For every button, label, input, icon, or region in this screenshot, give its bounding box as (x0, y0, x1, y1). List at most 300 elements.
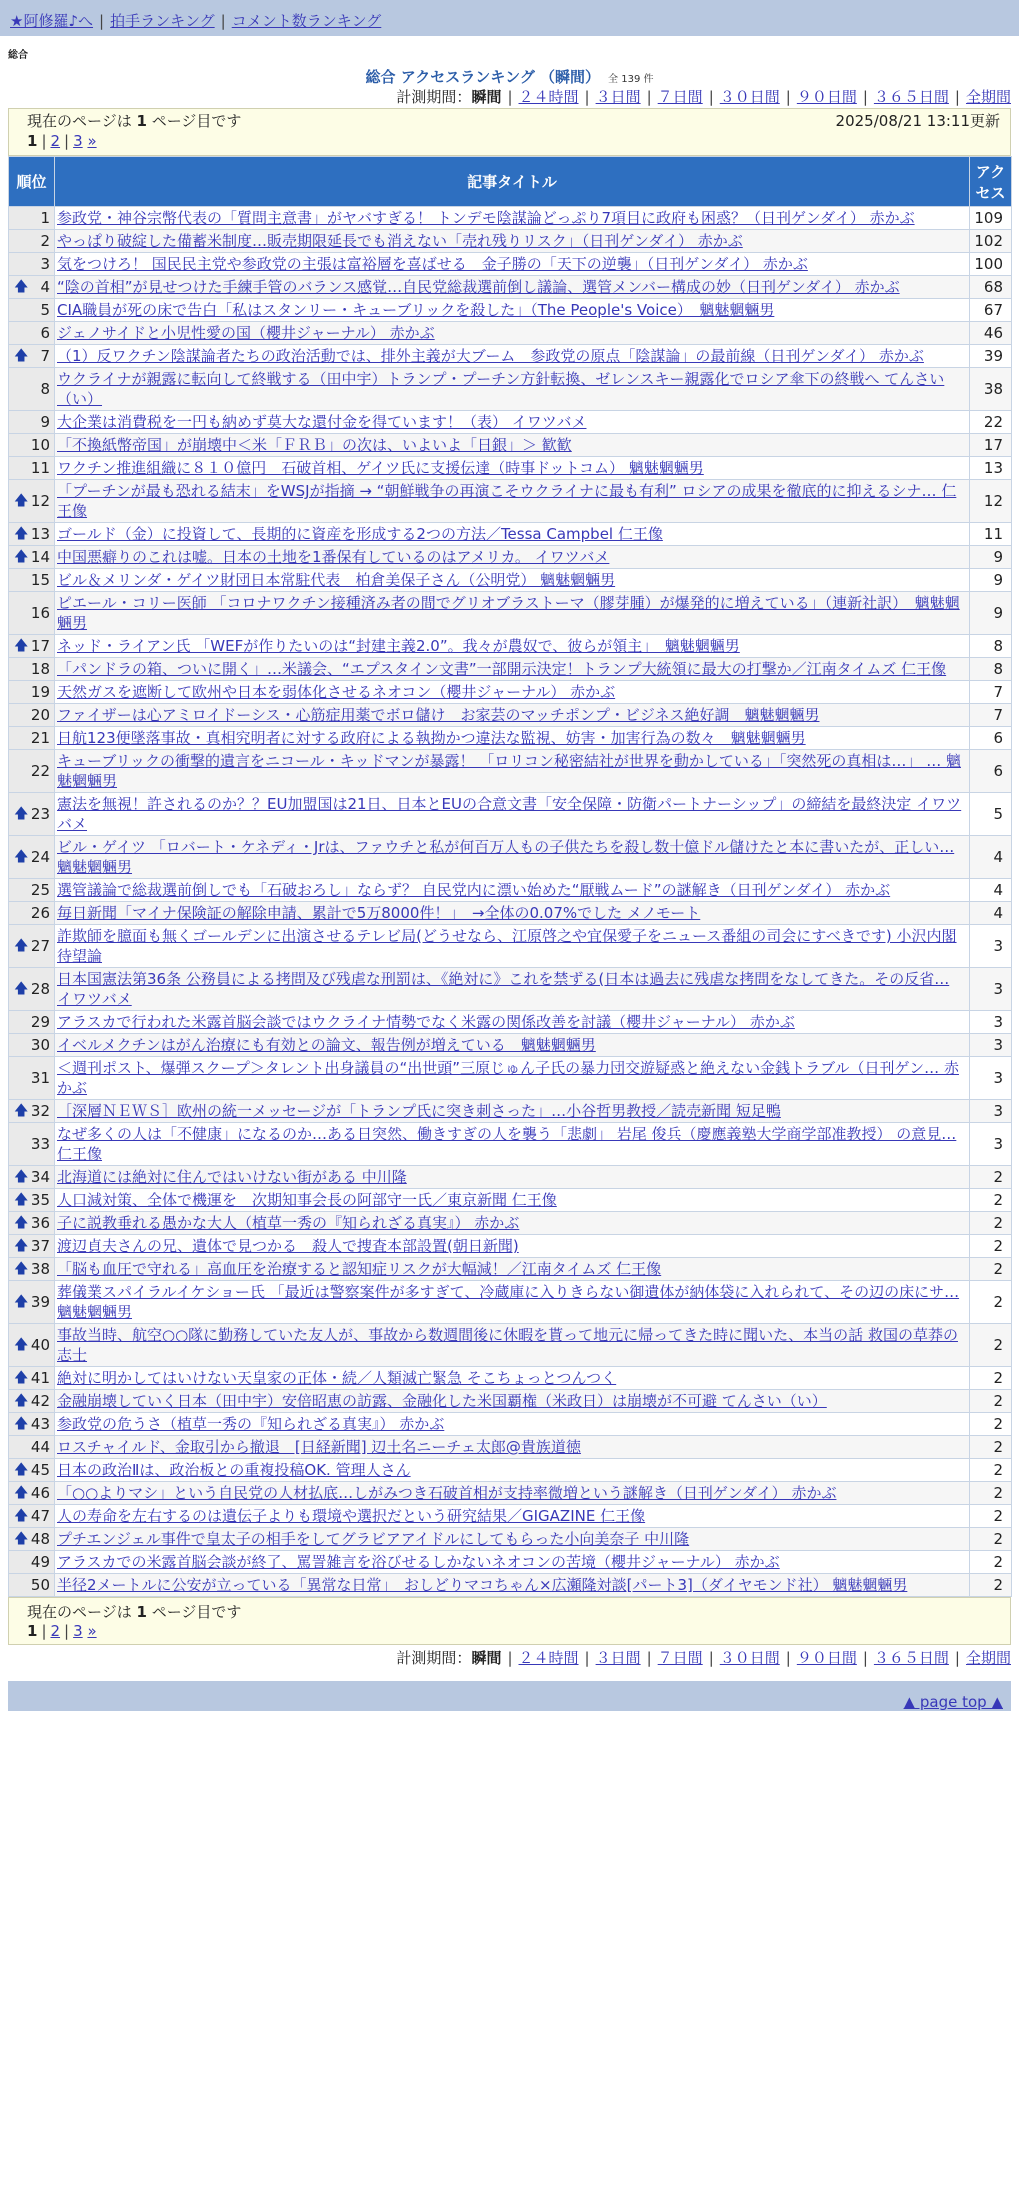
rank-cell (9, 1034, 55, 1057)
table-row (9, 925, 1012, 968)
period-selector-bottom (0, 1647, 1019, 1669)
pager-separator: | (64, 1622, 70, 1640)
period-option-2[interactable]: ３日間 (595, 1649, 641, 1667)
page-link-3[interactable]: 3 (73, 1622, 83, 1640)
access-count: 6 (970, 750, 1012, 793)
rank-cell (9, 635, 55, 658)
access-count: 8 (970, 635, 1012, 658)
access-count: 2 (970, 1390, 1012, 1413)
article-link[interactable]: 日本国憲法第36条 公務員による拷問及び残虐な刑罰は、《絶対に》これを禁ずる(日本は過去に残虐な拷問をなしてきた。その反省… イワツバメ (57, 970, 950, 1008)
title-cell (55, 1057, 970, 1100)
rank-cell (9, 207, 55, 230)
access-count: 68 (970, 276, 1012, 299)
article-link[interactable]: 詐欺師を臆面も無くゴールデンに出演させるテレビ局(どうせなら、江原啓之や宜保愛子をニュース番組の司会にすべきです) 小沢内閣待望論 (57, 927, 957, 965)
article-link[interactable]: 「○○よりマシ」という自民党の人材払底…しがみつき石破首相が支持率微増という謎解き（日刊ゲンダイ） 赤かぶ (57, 1484, 837, 1502)
col-title-header: 記事タイトル (55, 157, 970, 207)
rank-number: 7 (40, 347, 50, 365)
up-arrow-icon: 🡅 (14, 493, 29, 509)
table-row (9, 635, 1012, 658)
access-count: 3 (970, 1057, 1012, 1100)
article-link[interactable]: 選管議論で総裁選前倒しでも「石破おろし」ならず？ 自民党内に漂い始めた“厭戦ムード”の謎解き（日刊ゲンダイ） 赤かぶ (57, 881, 891, 899)
access-count: 6 (970, 727, 1012, 750)
table-row (9, 1100, 1012, 1123)
rank-cell (9, 276, 55, 299)
article-link[interactable]: ゴールド（金）に投資して、長期的に資産を形成する2つの方法／Tessa Campbel 仁王像 (57, 525, 663, 543)
article-link[interactable]: 中国悪癖りのこれは嘘。日本の土地を1番保有しているのはアメリカ。 イワツバメ (57, 548, 610, 566)
title-cell (55, 480, 970, 523)
article-link[interactable]: 気をつけろ！ 国民民主党や参政党の主張は富裕層を喜ばせる 金子勝の「天下の逆襲」（日刊ゲンダイ） 赤かぶ (57, 255, 808, 273)
access-count: 3 (970, 1100, 1012, 1123)
title-cell (55, 569, 970, 592)
article-link[interactable]: 憲法を無視！許されるのか？？EU加盟国は21日、日本とEUの合意文書「安全保障・防衛パートナーシップ」の締結を最終決定 イワツバメ (57, 795, 962, 833)
period-label: 計測期間： (396, 1649, 472, 1667)
article-link[interactable]: 大企業は消費税を一円も納めず莫大な還付金を得ています！（表） イワツバメ (57, 413, 587, 431)
rank-number: 46 (30, 1484, 50, 1502)
access-count: 11 (970, 523, 1012, 546)
clap-ranking-link[interactable]: 拍手ランキング (110, 12, 215, 30)
access-count: 9 (970, 592, 1012, 635)
up-arrow-icon: 🡅 (14, 1103, 29, 1119)
table-row (9, 1324, 1012, 1367)
period-separator: | (507, 1649, 513, 1667)
article-link[interactable]: 人の寿命を左右するのは遺伝子よりも環境や選択だという研究結果／GIGAZINE 仁王像 (57, 1507, 646, 1525)
rank-cell (9, 1258, 55, 1281)
title-cell (55, 1505, 970, 1528)
period-option-5[interactable]: ９０日間 (796, 1649, 857, 1667)
article-link[interactable]: ビル＆メリンダ・ゲイツ財団日本常駐代表 柏倉美保子さん（公明党） 魑魅魍魎男 (57, 571, 616, 589)
table-row (9, 968, 1012, 1011)
pagination-bottom (27, 1622, 1000, 1640)
title-cell (55, 276, 970, 299)
rank-number: 23 (30, 805, 50, 823)
article-link[interactable]: なぜ多くの人は「不健康」になるのか…ある日突然、働きすぎの人を襲う「悲劇」 岩尾 俊兵（慶應義塾大学商学部准教授） の意見… 仁王像 (57, 1125, 957, 1163)
table-row (9, 322, 1012, 345)
rank-cell (9, 322, 55, 345)
rank-number: 24 (30, 848, 50, 866)
rank-number: 47 (30, 1507, 50, 1525)
up-arrow-icon: 🡅 (14, 849, 29, 865)
rank-cell (9, 345, 55, 368)
title-cell (55, 1212, 970, 1235)
rank-number: 4 (40, 278, 50, 296)
rank-number: 1 (40, 209, 50, 227)
rank-cell (9, 1482, 55, 1505)
article-link[interactable]: ロスチャイルド、金取引から撤退 [日経新聞] 辺土名ニーチェ太郎@貴族道徳 (57, 1438, 581, 1456)
access-count: 109 (970, 207, 1012, 230)
period-option-5[interactable]: ９０日間 (796, 88, 857, 106)
article-link[interactable]: イベルメクチンはがん治療にも有効との論文、報告例が増えている 魑魅魍魎男 (57, 1036, 596, 1054)
period-separator: | (507, 88, 513, 106)
access-count: 8 (970, 658, 1012, 681)
access-count: 2 (970, 1235, 1012, 1258)
access-count: 9 (970, 546, 1012, 569)
up-arrow-icon: 🡅 (14, 938, 29, 954)
page-info-bottom (8, 1597, 1011, 1645)
period-option-3[interactable]: ７日間 (657, 1649, 703, 1667)
article-link[interactable]: 葬儀業スパイラルイケショー氏 「最近は警察案件が多すぎて、冷蔵庫に入りきらない御遺体が納体袋に入れられて、その辺の床にサ… 魑魅魍魎男 (57, 1283, 960, 1321)
article-link[interactable]: ファイザーは心アミロイドーシス・心筋症用薬でボロ儲け お家芸のマッチポンプ・ビジネス絶好調 魑魅魍魎男 (57, 706, 820, 724)
period-option-4[interactable]: ３０日間 (719, 1649, 780, 1667)
rank-number: 28 (30, 980, 50, 998)
article-link[interactable]: キューブリックの衝撃的遺言をニコール・キッドマンが暴露！ 「ロリコン秘密結社が世界を動かしている」「突然死の真相は…」 … 魑魅魍魎男 (57, 752, 961, 790)
access-count: 2 (970, 1166, 1012, 1189)
up-arrow-icon: 🡅 (14, 1215, 29, 1231)
article-link[interactable]: 参政党の危うさ（植草一秀の『知られざる真実』） 赤かぶ (57, 1415, 445, 1433)
article-link[interactable]: 「パンドラの箱、ついに開く」…米議会、“エプスタイン文書”一部開示決定！トランプ大統領に最大の打撃か／江南タイムズ 仁王像 (57, 660, 947, 678)
rank-number: 25 (30, 881, 50, 899)
period-separator: | (862, 1649, 868, 1667)
title-cell (55, 1528, 970, 1551)
up-arrow-icon: 🡅 (14, 1462, 29, 1478)
access-count: 17 (970, 434, 1012, 457)
article-link[interactable]: 渡辺貞夫さんの兄、遺体で見つかる 殺人で捜査本部設置(朝日新聞) (57, 1237, 519, 1255)
nav-separator: | (220, 12, 226, 30)
period-current: 瞬間 (471, 1649, 502, 1667)
next-page-link[interactable]: » (87, 132, 97, 150)
article-link[interactable]: ウクライナが親露に転向して終戦する（田中宇）トランプ・プーチン方針転換、ゼレンスキー親露化でロシア傘下の終戦へ てんさい（い） (57, 370, 945, 408)
comment-ranking-link[interactable]: コメント数ランキング (231, 12, 382, 30)
up-arrow-icon: 🡅 (14, 1169, 29, 1185)
table-row (9, 546, 1012, 569)
article-link[interactable]: 日航123便墜落事故・真相究明者に対する政府による執拗かつ違法な監視、妨害・加害行為の数々 魑魅魍魎男 (57, 729, 806, 747)
rank-cell (9, 411, 55, 434)
table-row (9, 592, 1012, 635)
nav-separator: | (99, 12, 105, 30)
rank-number: 38 (30, 1260, 50, 1278)
article-link[interactable]: （1）反ワクチン陰謀論者たちの政治活動では、排外主義が大ブーム 参政党の原点「陰謀論」の最前線（日刊ゲンダイ） 赤かぶ (57, 347, 924, 365)
article-link[interactable]: プチエンジェル事件で皇太子の相手をしてグラビアアイドルにしてもらった小向美奈子 中川隆 (57, 1530, 690, 1548)
rank-cell (9, 704, 55, 727)
article-link[interactable]: 「脳も血圧で守れる」高血圧を治療すると認知症リスクが大幅減！／江南タイムズ 仁王像 (57, 1260, 662, 1278)
rank-cell (9, 1413, 55, 1436)
table-row (9, 1189, 1012, 1212)
rank-number: 12 (30, 492, 50, 510)
access-count: 3 (970, 1011, 1012, 1034)
table-row (9, 345, 1012, 368)
title-cell (55, 1189, 970, 1212)
access-count: 100 (970, 253, 1012, 276)
period-option-4[interactable]: ３０日間 (719, 88, 780, 106)
title-cell (55, 434, 970, 457)
article-link[interactable]: ＜週刊ポスト、爆弾スクープ＞タレント出身議員の“出世頭”三原じゅん子氏の暴力団交遊疑惑と絶えない金銭トラブル（日刊ゲン… 赤かぶ (57, 1059, 959, 1097)
article-link[interactable]: 参政党・神谷宗幣代表の「質問主意書」がヤバすぎる！ トンデモ陰謀論どっぷり7項目に政府も困惑？（日刊ゲンダイ） 赤かぶ (57, 209, 915, 227)
rank-cell (9, 1189, 55, 1212)
table-row (9, 523, 1012, 546)
table-row (9, 1281, 1012, 1324)
article-link[interactable]: 子に説教垂れる愚かな大人（植草一秀の『知られざる真実』） 赤かぶ (57, 1214, 520, 1232)
table-row (9, 1390, 1012, 1413)
table-row (9, 1551, 1012, 1574)
access-count: 2 (970, 1436, 1012, 1459)
rank-cell (9, 457, 55, 480)
title-cell (55, 968, 970, 1011)
rank-cell (9, 592, 55, 635)
title-cell (55, 411, 970, 434)
rank-number: 35 (30, 1191, 50, 1209)
period-separator: | (708, 88, 714, 106)
title-cell (55, 1011, 970, 1034)
rank-cell (9, 1235, 55, 1258)
access-count: 2 (970, 1367, 1012, 1390)
article-link[interactable]: 北海道には絶対に住んではいけない街がある 中川隆 (57, 1168, 407, 1186)
pager-separator: | (41, 1622, 47, 1640)
rank-cell (9, 434, 55, 457)
rank-cell (9, 1367, 55, 1390)
next-page-link[interactable]: » (87, 1622, 97, 1640)
rank-number: 17 (30, 637, 50, 655)
rank-cell (9, 1100, 55, 1123)
title-cell (55, 925, 970, 968)
current-page-number: 1 (27, 132, 38, 150)
title-cell (55, 879, 970, 902)
article-link[interactable]: 「プーチンが最も恐れる結末」をWSJが指摘 → “朝鮮戦争の再演こそウクライナに最も有利” ロシアの成果を徹底的に抑えるシナ… 仁王像 (57, 482, 957, 520)
title-cell (55, 635, 970, 658)
title-cell (55, 1390, 970, 1413)
article-link[interactable]: 日本の政治Ⅱは、政治板との重複投稿OK. 管理人さん (57, 1461, 411, 1479)
article-link[interactable]: 絶対に明かしてはいけない天皇家の正体・続／人類滅亡緊急 そこちょっとつんつく (57, 1369, 617, 1387)
table-row (9, 299, 1012, 322)
rank-number: 26 (30, 904, 50, 922)
table-row (9, 727, 1012, 750)
access-count: 2 (970, 1482, 1012, 1505)
rank-number: 31 (30, 1069, 50, 1087)
access-count: 2 (970, 1459, 1012, 1482)
period-option-7[interactable]: 全期間 (965, 1649, 1011, 1667)
title-cell (55, 1551, 970, 1574)
rank-number: 2 (40, 232, 50, 250)
access-count: 2 (970, 1189, 1012, 1212)
table-row (9, 457, 1012, 480)
title-cell (55, 1324, 970, 1367)
article-link[interactable]: 人口減対策、全体で機運を 次期知事会長の阿部守一氏／東京新聞 仁王像 (57, 1191, 557, 1209)
pager-separator: | (64, 132, 70, 150)
period-option-6[interactable]: ３６５日間 (873, 88, 949, 106)
current-page-text: 現在のページは 1 ページ目です (27, 112, 242, 130)
title-cell (55, 1574, 970, 1597)
rank-number: 48 (30, 1530, 50, 1548)
table-row (9, 1034, 1012, 1057)
rank-number: 6 (40, 324, 50, 342)
rank-cell (9, 299, 55, 322)
period-current: 瞬間 (471, 88, 502, 106)
title-cell (55, 793, 970, 836)
title-cell (55, 1235, 970, 1258)
article-link[interactable]: ビル・ゲイツ 「ロバート・ケネディ・Jrは、ファウチと私が何百万人もの子供たちを殺し数十億ドル儲けたと本に書いたが、正しい… 魑魅魍魎男 (57, 838, 955, 876)
up-arrow-icon: 🡅 (14, 1508, 29, 1524)
rank-number: 16 (30, 604, 50, 622)
access-count: 12 (970, 480, 1012, 523)
rank-cell (9, 1123, 55, 1166)
period-option-3[interactable]: ７日間 (657, 88, 703, 106)
access-count: 3 (970, 1123, 1012, 1166)
table-row (9, 1482, 1012, 1505)
up-arrow-icon: 🡅 (14, 279, 29, 295)
updated-timestamp: 2025/08/21 13:11更新 (835, 112, 1000, 130)
article-link[interactable]: ネッド・ライアン氏 「WEFが作りたいのは“封建主義2.0”。我々が農奴で、彼らが領主」 魑魅魍魎男 (57, 637, 740, 655)
article-link[interactable]: CIA職員が死の床で告白「私はスタンリー・キューブリックを殺した」（The People's Voice） 魑魅魍魎男 (57, 301, 775, 319)
page-top-link[interactable]: ▲ page top ▲ (903, 1693, 1003, 1711)
rank-cell (9, 546, 55, 569)
table-row (9, 704, 1012, 727)
article-link[interactable]: 半径2メートルに公安が立っている「異常な日常」 おしどりマコちゃん×広瀬隆対談[パート3]（ダイヤモンド社） 魑魅魍魎男 (57, 1576, 908, 1594)
access-count: 3 (970, 968, 1012, 1011)
up-arrow-icon: 🡅 (14, 526, 29, 542)
article-link[interactable]: やっぱり破綻した備蓄米制度…販売期限延長でも消えない「売れ残りリスク」（日刊ゲンダイ） 赤かぶ (57, 232, 743, 250)
rank-number: 42 (30, 1392, 50, 1410)
title-cell (55, 1413, 970, 1436)
title-cell (55, 836, 970, 879)
access-count: 3 (970, 925, 1012, 968)
rank-cell (9, 1459, 55, 1482)
article-link[interactable]: “陰の首相”が見せつけた手練手管のバランス感覚…自民党総裁選前倒し議論、選管メンバー構成の妙（日刊ゲンダイ） 赤かぶ (57, 278, 900, 296)
col-access-header: アクセス (970, 157, 1012, 207)
table-row (9, 1166, 1012, 1189)
page-info-top (8, 108, 1011, 156)
table-row (9, 230, 1012, 253)
rank-number: 32 (30, 1102, 50, 1120)
access-count: 2 (970, 1281, 1012, 1324)
rank-cell (9, 925, 55, 968)
page-link-3[interactable]: 3 (73, 132, 83, 150)
home-link[interactable]: ★阿修羅♪へ (10, 12, 94, 30)
rank-number: 13 (30, 525, 50, 543)
table-row (9, 1413, 1012, 1436)
rank-number: 39 (30, 1293, 50, 1311)
up-arrow-icon: 🡅 (14, 1337, 29, 1353)
period-separator: | (862, 88, 868, 106)
rank-number: 22 (30, 762, 50, 780)
up-arrow-icon: 🡅 (14, 1261, 29, 1277)
rank-cell (9, 1057, 55, 1100)
rank-cell (9, 253, 55, 276)
table-row (9, 1367, 1012, 1390)
rank-cell (9, 1390, 55, 1413)
rank-number: 27 (30, 937, 50, 955)
period-option-6[interactable]: ３６５日間 (873, 1649, 949, 1667)
rank-number: 19 (30, 683, 50, 701)
current-page-text: 現在のページは 1 ページ目です (27, 1603, 242, 1621)
table-row (9, 569, 1012, 592)
page-link-2[interactable]: 2 (50, 1622, 61, 1640)
rank-number: 41 (30, 1369, 50, 1387)
rank-cell (9, 681, 55, 704)
rank-number: 50 (30, 1576, 50, 1594)
access-count: 2 (970, 1551, 1012, 1574)
rank-cell (9, 793, 55, 836)
period-option-1[interactable]: ２４時間 (518, 1649, 579, 1667)
rank-number: 43 (30, 1415, 50, 1433)
current-page-number: 1 (27, 1622, 38, 1640)
title-cell (55, 727, 970, 750)
rank-number: 8 (40, 380, 50, 398)
period-separator: | (785, 88, 791, 106)
table-row (9, 1505, 1012, 1528)
rank-cell (9, 569, 55, 592)
up-arrow-icon: 🡅 (14, 806, 29, 822)
title-cell (55, 1436, 970, 1459)
article-link[interactable]: ワクチン推進組織に８１０億円 石破首相、ゲイツ氏に支援伝達（時事ドットコム） 魑魅魍魎男 (57, 459, 704, 477)
access-count: 4 (970, 836, 1012, 879)
rank-cell (9, 230, 55, 253)
article-link[interactable]: ［深層ＮＥＷＳ］欧州の統一メッセージが「トランプ氏に突き刺さった」…小谷哲男教授／読売新聞 短足鴨 (57, 1102, 781, 1120)
rank-cell (9, 968, 55, 1011)
rank-cell (9, 1011, 55, 1034)
rank-number: 34 (30, 1168, 50, 1186)
access-count: 2 (970, 1258, 1012, 1281)
access-count: 22 (970, 411, 1012, 434)
article-link[interactable]: 天然ガスを遮断して欧州や日本を弱体化させるネオコン（櫻井ジャーナル） 赤かぶ (57, 683, 616, 701)
title-cell (55, 902, 970, 925)
title-cell (55, 299, 970, 322)
table-row (9, 253, 1012, 276)
rank-number: 45 (30, 1461, 50, 1479)
rank-cell (9, 1212, 55, 1235)
title-cell (55, 1123, 970, 1166)
table-row (9, 836, 1012, 879)
title-cell (55, 207, 970, 230)
period-separator: | (584, 88, 590, 106)
article-link[interactable]: アラスカで行われた米露首脳会談ではウクライナ情勢でなく米露の関係改善を討議（櫻井ジャーナル） 赤かぶ (57, 1013, 795, 1031)
article-link[interactable]: 毎日新聞「マイナ保険証の解除申請、累計で5万8000件！」 →全体の0.07%でした メノモート (57, 904, 701, 922)
rank-number: 3 (40, 255, 50, 273)
rank-cell (9, 658, 55, 681)
pager-separator: | (41, 132, 47, 150)
access-count: 4 (970, 879, 1012, 902)
title-cell (55, 1281, 970, 1324)
article-link[interactable]: ジェノサイドと小児性愛の国（櫻井ジャーナル） 赤かぶ (57, 324, 435, 342)
article-link[interactable]: 事故当時、航空○○隊に勤務していた友人が、事故から数週間後に休暇を貰って地元に帰ってきた時に聞いた、本当の話 救国の草莽の志士 (57, 1326, 958, 1364)
period-option-7[interactable]: 全期間 (965, 88, 1011, 106)
rank-number: 18 (30, 660, 50, 678)
period-option-2[interactable]: ３日間 (595, 88, 641, 106)
period-separator: | (785, 1649, 791, 1667)
up-arrow-icon: 🡅 (14, 1238, 29, 1254)
up-arrow-icon: 🡅 (14, 1531, 29, 1547)
access-count: 38 (970, 368, 1012, 411)
up-arrow-icon: 🡅 (14, 1416, 29, 1432)
access-count: 2 (970, 1574, 1012, 1597)
rank-number: 29 (30, 1013, 50, 1031)
rank-number: 49 (30, 1553, 50, 1571)
period-separator: | (646, 88, 652, 106)
period-option-1[interactable]: ２４時間 (518, 88, 579, 106)
period-separator: | (646, 1649, 652, 1667)
period-separator: | (584, 1649, 590, 1667)
rank-cell (9, 1281, 55, 1324)
rank-cell (9, 1324, 55, 1367)
access-count: 39 (970, 345, 1012, 368)
rank-number: 14 (30, 548, 50, 566)
rank-cell (9, 879, 55, 902)
access-count: 9 (970, 569, 1012, 592)
article-link[interactable]: 金融崩壊していく日本（田中宇）安倍昭恵の訪露、金融化した米国覇権（米政日）は崩壊が不可避 てんさい（い） (57, 1392, 827, 1410)
article-link[interactable]: アラスカでの米露首脳会談が終了、罵詈雑言を浴びせるしかないネオコンの苦境（櫻井ジャーナル） 赤かぶ (57, 1553, 780, 1571)
title-cell (55, 523, 970, 546)
title-cell (55, 546, 970, 569)
access-count: 2 (970, 1324, 1012, 1367)
table-row (9, 276, 1012, 299)
table-row (9, 411, 1012, 434)
article-link[interactable]: ピエール・コリー医師 「コロナワクチン接種済み者の間でグリオブラストーマ（膠芽腫）が爆発的に増えている」（連新社訳） 魑魅魍魎男 (57, 594, 960, 632)
period-separator: | (954, 1649, 960, 1667)
rank-number: 11 (30, 459, 50, 477)
article-link[interactable]: 「不換紙幣帝国」が崩壊中＜米「ＦＲＢ」の次は、いよいよ「日銀」＞ 歓歓 (57, 436, 572, 454)
page-link-2[interactable]: 2 (50, 132, 61, 150)
title-cell (55, 368, 970, 411)
table-row (9, 1235, 1012, 1258)
rank-cell (9, 1505, 55, 1528)
rank-cell (9, 1528, 55, 1551)
